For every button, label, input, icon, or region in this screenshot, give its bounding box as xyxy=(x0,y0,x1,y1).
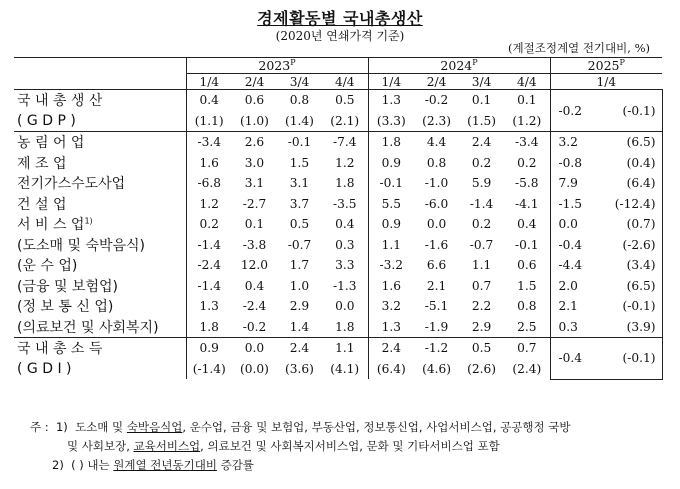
value-cell: 0.9 xyxy=(368,153,414,174)
value-cell: -1.6 xyxy=(424,237,449,252)
value-cell: 0.5 xyxy=(289,217,310,232)
row-label-footnote-mark: 1) xyxy=(84,216,93,226)
value-cell: (2.4) xyxy=(512,361,542,376)
value-cell: -0.2 xyxy=(242,319,267,334)
value-cell: 1.5 xyxy=(289,155,310,170)
value-cell: -1.4 xyxy=(186,235,232,256)
value-cell: 0.5 xyxy=(335,93,355,108)
row-label-text: 서 비 스 업 xyxy=(17,217,85,234)
value-cell: 0.4 xyxy=(335,217,355,232)
value-2025-yoy: (6.4) xyxy=(626,176,656,191)
value-cell: -7.4 xyxy=(322,132,368,153)
value-2025: -4.4 xyxy=(558,258,583,273)
footnote-text: , 운수업, 금융 및 보험업, 부동산업, 정보통신업, 사업서비스업, 공공행정 국방 xyxy=(182,420,571,434)
value-cell: -2.7 xyxy=(242,196,267,211)
value-cell: 3.1 xyxy=(244,176,265,191)
value-cell: 1.3 xyxy=(368,90,414,111)
value-2025-yoy: (-12.4) xyxy=(614,196,656,211)
value-cell: 2.5 xyxy=(517,319,537,334)
corner-cell-2 xyxy=(14,74,186,90)
footnote-text: 숙박음식업 xyxy=(126,420,183,434)
value-cell: 1.1 xyxy=(368,235,414,256)
year-2023: $2023^P$ xyxy=(186,58,368,74)
value-cell: -0.1 xyxy=(277,132,322,153)
footnote-2 xyxy=(30,456,570,475)
value-cell: 1.2 xyxy=(186,194,232,215)
table-row xyxy=(14,296,662,317)
value-cell: 2.6 xyxy=(232,132,277,153)
value-cell: 0.2 xyxy=(471,155,492,170)
value-cell: 0.7 xyxy=(471,278,492,293)
row-label xyxy=(14,296,186,317)
value-cell: 1.1 xyxy=(322,338,368,359)
value-cell: (2.1) xyxy=(330,113,360,128)
value-2025-cell xyxy=(550,214,662,235)
value-cell: -2.4 xyxy=(186,255,232,276)
row-label-text: 전기가스수도사업 xyxy=(17,176,126,193)
row-label-text: 농 림 어 업 xyxy=(17,135,85,152)
value-cell: (0.0) xyxy=(240,361,269,376)
quarter-header: 4/4 xyxy=(322,74,368,90)
table-row xyxy=(14,338,662,359)
value-cell: 0.6 xyxy=(244,93,265,108)
value-cell: 1.4 xyxy=(289,319,310,334)
value-2025: 2.1 xyxy=(558,299,578,314)
value-cell: -3.8 xyxy=(242,237,267,252)
footnote-1-line-1 xyxy=(30,418,570,437)
row-label-text: (의료보건 및 사회복지) xyxy=(17,319,159,336)
value-cell: -1.3 xyxy=(333,278,357,293)
value-2025-cell xyxy=(550,338,662,380)
value-cell: 0.5 xyxy=(459,338,504,359)
quarter-header: 4/4 xyxy=(504,74,550,90)
value-cell: (3.6) xyxy=(285,361,314,376)
value-cell: -2.4 xyxy=(242,299,267,314)
value-cell: 1.3 xyxy=(368,317,414,338)
footnotes xyxy=(30,418,570,475)
row-label xyxy=(14,359,186,380)
value-cell: 2.4 xyxy=(368,338,414,359)
value-cell: (6.4) xyxy=(368,359,414,380)
unit-label: (계절조정계열 전기대비, %) xyxy=(508,41,650,55)
gdp-table xyxy=(14,57,663,380)
row-label xyxy=(14,173,186,194)
value-2025: 2.0 xyxy=(558,278,578,293)
row-label xyxy=(14,90,186,111)
value-2025: -0.4 xyxy=(558,351,583,366)
value-2025-cell xyxy=(550,173,662,194)
value-cell: 1.8 xyxy=(368,132,414,153)
value-cell: 3.7 xyxy=(289,196,310,211)
value-cell: 2.4 xyxy=(277,338,322,359)
value-cell: 0.8 xyxy=(289,93,310,108)
footnote-prefix: 주 : xyxy=(30,420,49,434)
value-cell: 5.9 xyxy=(471,176,492,191)
table-row xyxy=(14,276,662,297)
row-label-text: (금융 및 보험업) xyxy=(17,278,118,295)
value-cell: (1.1) xyxy=(186,111,232,132)
value-cell: 0.9 xyxy=(368,214,414,235)
value-cell: 0.7 xyxy=(504,338,550,359)
page-title: 경제활동별 국내총생산 xyxy=(257,9,423,28)
quarter-header: 2/4 xyxy=(414,74,459,90)
value-cell: 0.3 xyxy=(335,237,355,252)
value-cell: -1.0 xyxy=(424,176,449,191)
value-cell: 4.4 xyxy=(414,132,459,153)
value-2025-cell xyxy=(550,90,662,132)
value-cell: 3.1 xyxy=(289,176,310,191)
value-cell: -3.4 xyxy=(186,132,232,153)
value-cell: (4.1) xyxy=(330,361,360,376)
value-cell: (-1.4) xyxy=(186,359,232,380)
value-cell: -4.1 xyxy=(515,196,539,211)
row-label xyxy=(14,235,186,256)
value-cell: (4.6) xyxy=(422,361,451,376)
quarter-header: 2/4 xyxy=(232,74,277,90)
value-2025-yoy: (3.9) xyxy=(626,319,656,334)
row-label xyxy=(14,214,186,235)
value-cell: -1.4 xyxy=(186,276,232,297)
value-cell: -3.2 xyxy=(368,255,414,276)
value-cell: 0.2 xyxy=(186,214,232,235)
footnote-text: 내는 xyxy=(83,458,114,472)
value-2025: -1.5 xyxy=(558,196,583,211)
value-2025-yoy: (-0.1) xyxy=(622,351,656,366)
table-row xyxy=(14,235,662,256)
row-label-text: 국 내 총 생 산 xyxy=(17,93,103,110)
value-cell: 1.2 xyxy=(335,155,355,170)
table-row xyxy=(14,90,662,111)
value-cell: 12.0 xyxy=(240,258,269,273)
value-cell: 5.5 xyxy=(368,194,414,215)
year-header-row xyxy=(14,58,662,74)
value-2025: 7.9 xyxy=(558,176,578,191)
value-2025: -0.8 xyxy=(558,155,583,170)
value-cell: -0.7 xyxy=(469,237,494,252)
value-cell: 2.9 xyxy=(289,299,310,314)
quarter-header: 1/4 xyxy=(186,74,232,90)
value-2025-yoy: (0.7) xyxy=(626,217,656,232)
footnote-text: 증감률 xyxy=(216,458,254,472)
value-cell: -0.7 xyxy=(287,237,312,252)
quarter-header: 1/4 xyxy=(550,74,662,90)
row-label-text: (정 보 통 신 업) xyxy=(17,299,114,316)
row-label-text: 건 설 업 xyxy=(17,196,67,213)
value-cell: 0.1 xyxy=(244,217,265,232)
value-cell: -1.4 xyxy=(469,196,494,211)
value-2025-cell xyxy=(550,235,662,256)
table-row xyxy=(14,317,662,338)
value-cell: (1.5) xyxy=(467,113,496,128)
value-cell: 0.0 xyxy=(426,217,447,232)
value-2025: -0.2 xyxy=(558,103,583,118)
row-label xyxy=(14,132,186,153)
value-cell: 1.1 xyxy=(471,258,492,273)
value-cell: 6.6 xyxy=(426,258,447,273)
value-cell: 0.8 xyxy=(517,299,537,314)
value-cell: (3.3) xyxy=(368,111,414,132)
value-cell: -1.2 xyxy=(414,338,459,359)
value-cell: 0.1 xyxy=(517,93,537,108)
table-row xyxy=(14,153,662,174)
row-label xyxy=(14,276,186,297)
year-2025: $2025^P$ xyxy=(550,58,662,74)
table-row xyxy=(14,132,662,153)
value-cell: 0.4 xyxy=(186,90,232,111)
value-cell: -3.5 xyxy=(333,196,357,211)
value-cell: -3.4 xyxy=(504,132,550,153)
row-label-text: ( G D I ) xyxy=(17,360,72,377)
value-cell: 3.0 xyxy=(244,155,265,170)
value-cell: 0.4 xyxy=(244,278,265,293)
value-2025-cell xyxy=(550,276,662,297)
page-subtitle: (2020년 연쇄가격 기준) xyxy=(275,29,405,43)
footnote-number: 1) xyxy=(55,420,68,434)
value-2025-yoy: (6.5) xyxy=(626,278,656,293)
row-label-text: (운 수 업) xyxy=(17,258,78,275)
row-label-text: (도소매 및 숙박음식) xyxy=(17,237,146,254)
value-cell: -6.0 xyxy=(424,196,449,211)
year-2024: $2024^P$ xyxy=(368,58,550,74)
value-cell: 1.0 xyxy=(289,278,310,293)
footnote-number: 2) xyxy=(52,458,64,472)
value-2025-yoy: (-2.6) xyxy=(622,237,656,252)
value-cell: -5.1 xyxy=(424,299,449,314)
value-2025-yoy: (0.4) xyxy=(626,155,656,170)
row-label xyxy=(14,338,186,359)
table-row xyxy=(14,173,662,194)
value-cell: -0.1 xyxy=(515,237,539,252)
value-cell: 1.8 xyxy=(335,176,355,191)
value-cell: 1.3 xyxy=(186,296,232,317)
table-row xyxy=(14,194,662,215)
value-2025-cell xyxy=(550,317,662,338)
footnote-text: 도소매 및 xyxy=(75,420,127,434)
row-label-text: ( G D P ) xyxy=(17,112,76,129)
row-label xyxy=(14,317,186,338)
value-2025-cell xyxy=(550,255,662,276)
value-cell: 0.9 xyxy=(186,338,232,359)
footnote-text: 원계열 전년동기대비 xyxy=(113,458,217,472)
value-cell: 1.7 xyxy=(289,258,310,273)
value-cell: 1.5 xyxy=(517,278,537,293)
table-row xyxy=(14,214,662,235)
table-row xyxy=(14,255,662,276)
value-cell: -6.8 xyxy=(186,173,232,194)
row-label xyxy=(14,111,186,132)
row-label-text: 국 내 총 소 득 xyxy=(17,341,103,358)
value-cell: 0.2 xyxy=(471,217,492,232)
quarter-header: 3/4 xyxy=(277,74,322,90)
value-2025: 0.0 xyxy=(558,217,578,232)
value-2025: 0.3 xyxy=(558,319,578,334)
value-cell: 0.8 xyxy=(426,155,447,170)
row-label-text: 제 조 업 xyxy=(17,155,67,172)
value-2025-cell xyxy=(550,296,662,317)
quarter-header: 3/4 xyxy=(459,74,504,90)
value-cell: 0.1 xyxy=(471,93,492,108)
value-2025-cell xyxy=(550,194,662,215)
value-cell: 1.8 xyxy=(186,317,232,338)
row-label xyxy=(14,255,186,276)
value-2025: -0.4 xyxy=(558,237,583,252)
value-2025-yoy: (6.5) xyxy=(626,135,656,150)
value-cell: 2.4 xyxy=(459,132,504,153)
value-cell: 1.6 xyxy=(186,153,232,174)
value-2025-yoy: (-0.1) xyxy=(622,299,656,314)
value-cell: (1.0) xyxy=(240,113,269,128)
value-cell: (1.4) xyxy=(285,113,314,128)
value-2025: 3.2 xyxy=(558,135,578,150)
value-2025-cell xyxy=(550,153,662,174)
footnote-text: 교육서비스업 xyxy=(133,439,201,453)
value-cell: 0.0 xyxy=(232,338,277,359)
quarter-header: 1/4 xyxy=(368,74,414,90)
value-cell: (2.3) xyxy=(422,113,451,128)
value-2025-yoy: (3.4) xyxy=(626,258,656,273)
value-2025-yoy: (-0.1) xyxy=(622,103,656,118)
value-cell: 1.6 xyxy=(368,276,414,297)
value-cell: 2.2 xyxy=(471,299,492,314)
quarter-header-row xyxy=(14,74,662,90)
footnote-text: ( ) xyxy=(71,458,84,472)
row-label xyxy=(14,194,186,215)
row-label xyxy=(14,153,186,174)
corner-cell xyxy=(14,58,186,74)
value-cell: 2.1 xyxy=(426,278,447,293)
value-cell: -5.8 xyxy=(515,176,539,191)
value-cell: 3.3 xyxy=(335,258,355,273)
value-cell: 0.6 xyxy=(517,258,537,273)
value-cell: 0.0 xyxy=(335,299,355,314)
footnote-1-line-2 xyxy=(30,437,570,456)
value-cell: 2.9 xyxy=(471,319,492,334)
footnote-text: , 의료보건 및 사회복지서비스업, 문화 및 기타서비스업 포함 xyxy=(200,439,500,453)
value-cell: -0.2 xyxy=(424,93,449,108)
value-2025-cell xyxy=(550,132,662,153)
value-cell: -1.9 xyxy=(424,319,449,334)
value-cell: (2.6) xyxy=(467,361,496,376)
value-cell: 0.4 xyxy=(517,217,537,232)
value-cell: 1.8 xyxy=(335,319,355,334)
footnote-text: 및 사회보장, xyxy=(67,439,134,453)
value-cell: 3.2 xyxy=(368,296,414,317)
value-cell: -0.1 xyxy=(368,173,414,194)
value-cell: (1.2) xyxy=(512,113,542,128)
value-cell: 0.2 xyxy=(517,155,537,170)
